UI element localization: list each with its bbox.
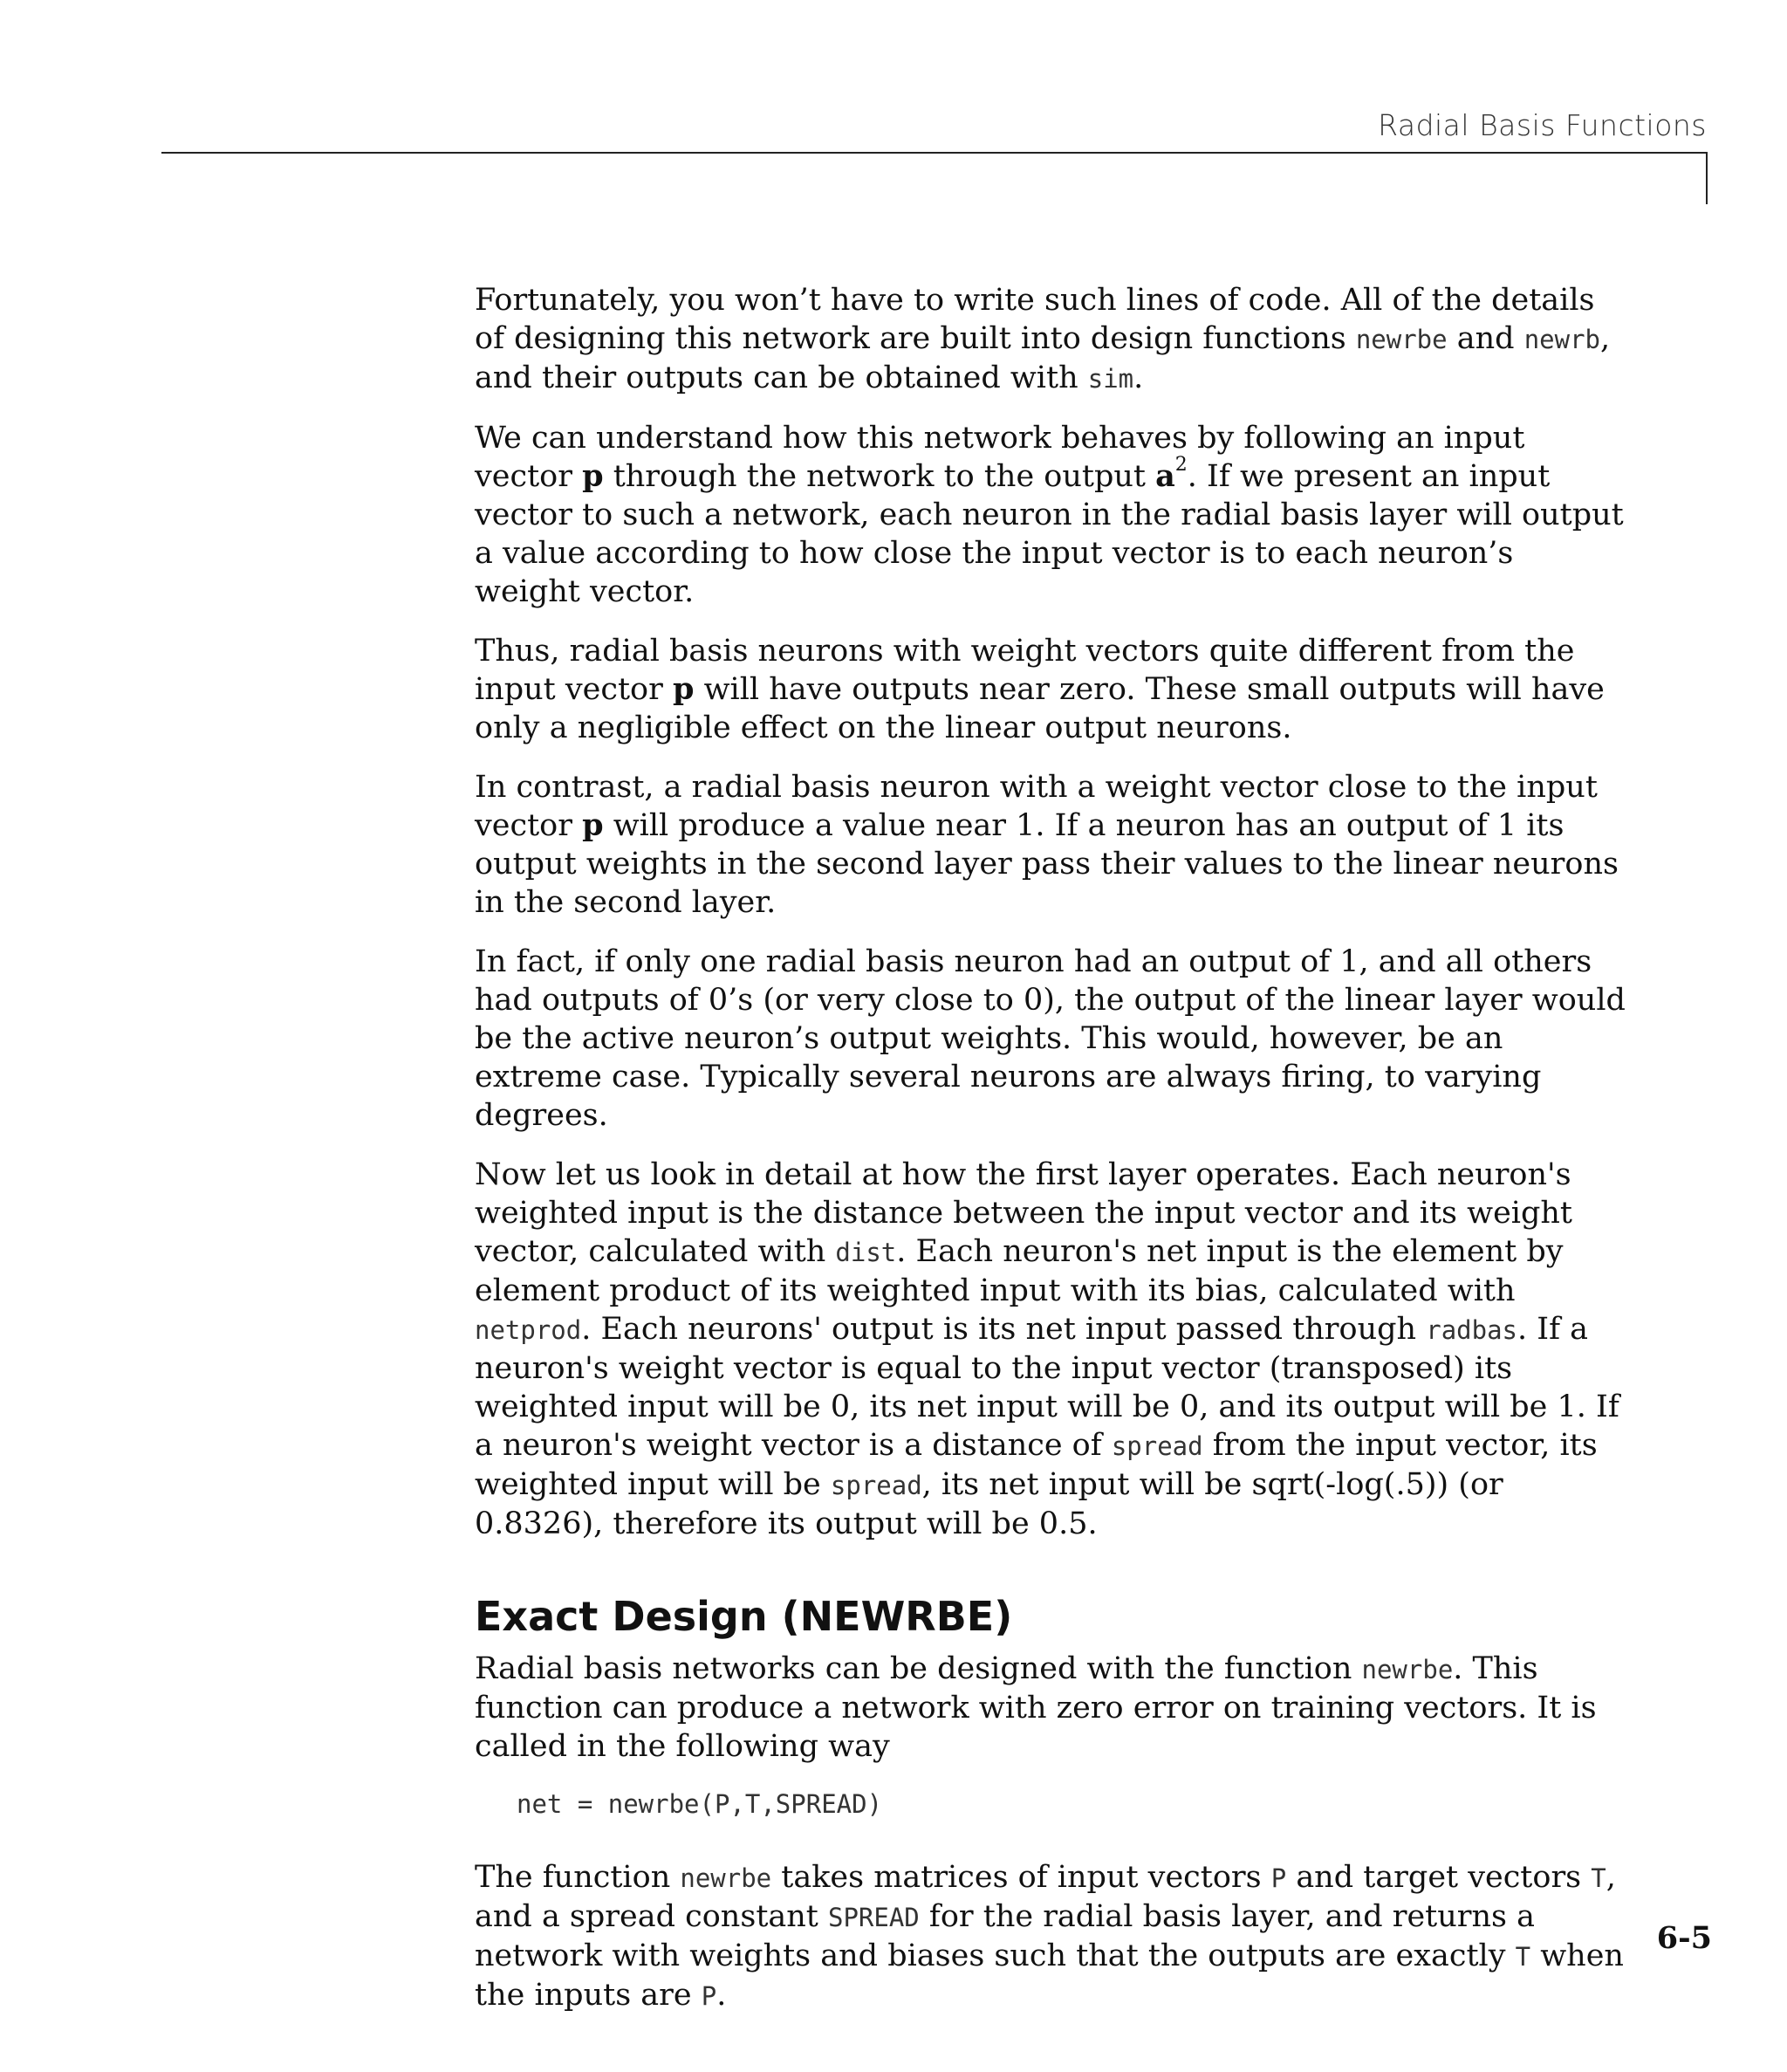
text-run: , and a spread constant <box>475 1860 1616 1934</box>
text-run: , and their outputs can be obtained with <box>475 321 1611 395</box>
paragraph-first-layer-detail <box>475 1156 1626 1543</box>
text-run: We can understand how this network behaves by following an input vector <box>475 421 1525 494</box>
page-body <box>475 281 1626 2036</box>
code-newrbe: newrbe <box>680 1863 772 1893</box>
paragraph-network-behavior <box>475 419 1626 611</box>
code-T: T <box>1515 1942 1531 1972</box>
code-spread: spread <box>830 1471 922 1500</box>
page-number: 6-5 <box>1656 1920 1712 1956</box>
header-rule-tick <box>1706 152 1708 204</box>
text-run: . Each neurons' output is its net input passed through <box>581 1312 1427 1347</box>
paragraph-outputs-near-zero <box>475 632 1626 747</box>
vector-p: p <box>582 807 604 843</box>
text-run: will produce a value near 1. If a neuron has an output of 1 its output weights in the second layer pass their values to the linear neurons in the second layer. <box>475 808 1619 920</box>
text-run: when the inputs are <box>475 1938 1624 2013</box>
superscript-2: 2 <box>1174 454 1188 476</box>
text-run: Radial basis networks can be designed with the function <box>475 1651 1362 1686</box>
text-run: through the network to the output <box>603 459 1156 494</box>
section-heading: Exact Design (NEWRBE) <box>475 1593 1013 1640</box>
text-run: The function <box>475 1860 681 1895</box>
code-radbas: radbas <box>1426 1315 1517 1345</box>
code-sim: sim <box>1087 364 1134 394</box>
code-dist: dist <box>835 1238 897 1267</box>
vector-a: a <box>1155 458 1175 494</box>
code-netprod: netprod <box>475 1315 582 1345</box>
running-header: Radial Basis Functions <box>1378 108 1707 142</box>
text-run: and target vectors <box>1286 1860 1592 1895</box>
text-run: for the radial basis layer, and returns a network with weights and biases such that the outputs are exactly <box>475 1899 1535 1973</box>
text-run: Thus, radial basis neurons with weight vectors quite different from the input vector <box>475 634 1575 707</box>
text-run: from the input vector, its weighted input will be <box>475 1428 1598 1502</box>
code-spread: spread <box>1111 1431 1203 1461</box>
text-run: , its net input will be sqrt(-log(.5)) (or 0.8326), therefore its output will be 0.5. <box>475 1467 1503 1541</box>
code-newrbe: newrbe <box>1355 325 1448 354</box>
code-newrb: newrb <box>1523 325 1600 354</box>
code-T: T <box>1591 1863 1606 1893</box>
text-run: . <box>1133 360 1144 395</box>
text-run: . This function can produce a network with zero error on training vectors. It is called in the following way <box>475 1651 1597 1764</box>
text-run: . <box>716 1978 727 2013</box>
vector-p: p <box>672 671 695 707</box>
paragraph-newrbe-description <box>475 1858 1626 2015</box>
header-rule <box>161 152 1708 154</box>
text-run: takes matrices of input vectors <box>771 1860 1271 1895</box>
text-run: . If a neuron's weight vector is equal to the input vector (transposed) its weighted input will be 0, its net input will be 0, and its output will be 1. If a neuron's weight vector is a distance of <box>475 1312 1619 1463</box>
code-SPREAD: SPREAD <box>827 1903 920 1932</box>
text-run: . Each neuron's net input is the element by element product of its weighted input with its bias, calculated with <box>475 1234 1564 1308</box>
code-newrbe: newrbe <box>1361 1655 1454 1684</box>
text-run: will have outputs near zero. These small outputs will have only a negligible effect on the linear output neurons. <box>475 672 1605 745</box>
code-example: net = newrbe(P,T,SPREAD) <box>517 1789 883 1819</box>
paragraph-newrbe-intro <box>475 1650 1626 1766</box>
vector-p: p <box>582 458 604 494</box>
code-P: P <box>1270 1863 1287 1893</box>
paragraph-in-contrast <box>475 768 1626 922</box>
text-run: In contrast, a radial basis neuron with a weight vector close to the input vector <box>475 770 1598 843</box>
text-run: . If we present an input vector to such a network, each neuron in the radial basis layer will output a value according to how close the input vector is to each neuron’s weight vector. <box>475 459 1624 609</box>
text-run: Now let us look in detail at how the first layer operates. Each neuron's weighted input is the distance between the input vector and its weight vector, calculated with <box>475 1157 1572 1269</box>
text-run: and <box>1447 321 1524 356</box>
paragraph-design-functions <box>475 281 1626 398</box>
paragraph-in-fact: In fact, if only one radial basis neuron had an output of 1, and all others had outputs of 0’s (or very close to 0), the output of the linear layer would be the active neuron’s output weights. This would, however, be an extreme case. Typically several neurons are always firing, to varying degrees. <box>475 944 1626 1133</box>
code-P: P <box>701 1981 717 2011</box>
text-run: Fortunately, you won’t have to write such lines of code. All of the details of designing this network are built into design functions <box>475 283 1595 356</box>
